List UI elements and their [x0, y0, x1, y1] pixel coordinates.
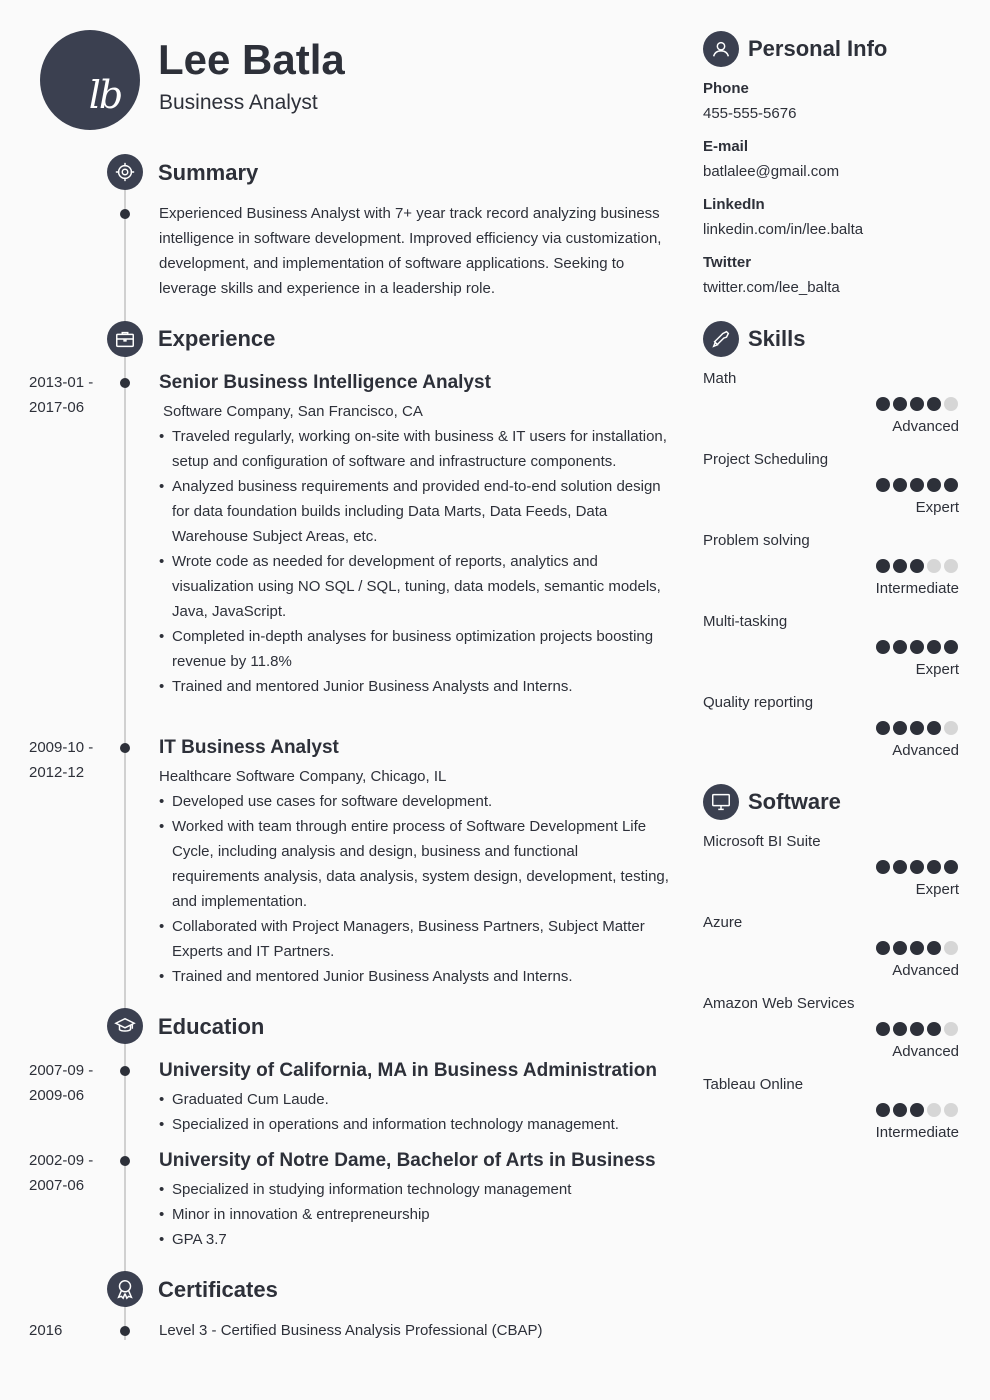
- job-bullet: • Completed in-depth analyses for business optimization projects boosting revenue by 11.8%: [159, 624, 669, 674]
- education-date-start: 2002-09 -: [29, 1152, 94, 1169]
- candidate-name: Lee Batla: [158, 36, 345, 83]
- software-rating: [876, 941, 960, 955]
- education-bullet: • Specialized in studying information technology management: [159, 1177, 669, 1202]
- education-bullets: [159, 1177, 669, 1252]
- rating-dot-empty: [944, 721, 958, 735]
- education-bullet: • Graduated Cum Laude.: [159, 1087, 669, 1112]
- rating-dot-empty: [944, 559, 958, 573]
- software-level: Expert: [915, 881, 959, 898]
- job-bullet: • Trained and mentored Junior Business Analysts and Interns.: [159, 964, 669, 989]
- software-level: Intermediate: [875, 1124, 959, 1141]
- email-value: batlalee@gmail.com: [703, 163, 840, 180]
- briefcase-icon: [107, 321, 143, 357]
- rating-dot-filled: [876, 1022, 890, 1036]
- skill-level: Expert: [915, 661, 959, 678]
- education-date-end: 2007-06: [29, 1177, 85, 1194]
- job-company: Healthcare Software Company, Chicago, IL: [159, 768, 447, 785]
- rating-dot-filled: [876, 559, 890, 573]
- software-rating: [876, 860, 960, 874]
- software-heading: Software: [748, 789, 841, 814]
- rating-dot-filled: [927, 397, 941, 411]
- job-bullet: • Developed use cases for software development.: [159, 789, 669, 814]
- avatar: [40, 30, 140, 130]
- rating-dot-filled: [876, 860, 890, 874]
- job-date-start: 2013-01 -: [29, 374, 94, 391]
- rating-dot-filled: [893, 640, 907, 654]
- rating-dot-empty: [944, 1022, 958, 1036]
- skills-heading: Skills: [748, 326, 806, 351]
- rating-dot-empty: [944, 397, 958, 411]
- linkedin-label: LinkedIn: [703, 196, 765, 213]
- rating-dot-empty: [927, 1103, 941, 1117]
- rating-dot-filled: [910, 1022, 924, 1036]
- skill-rating: [876, 721, 960, 735]
- job-date-end: 2017-06: [29, 399, 85, 416]
- skill-rating: [876, 640, 960, 654]
- rating-dot-filled: [944, 478, 958, 492]
- rating-dot-filled: [893, 721, 907, 735]
- skill-rating: [876, 559, 960, 573]
- skill-name: Problem solving: [703, 532, 810, 549]
- job-bullets: [159, 424, 669, 699]
- timeline-dot: [120, 1066, 130, 1076]
- education-bullet: • Minor in innovation & entrepreneurship: [159, 1202, 669, 1227]
- job-bullet: • Trained and mentored Junior Business Analysts and Interns.: [159, 674, 669, 699]
- rating-dot-filled: [910, 721, 924, 735]
- rating-dot-empty: [944, 1103, 958, 1117]
- software-name: Amazon Web Services: [703, 995, 855, 1012]
- twitter-label: Twitter: [703, 254, 752, 271]
- rating-dot-filled: [876, 640, 890, 654]
- certificate-name: Level 3 - Certified Business Analysis Professional (CBAP): [159, 1322, 543, 1339]
- degree-title: University of California, MA in Business Administration: [159, 1060, 657, 1081]
- skill-rating: [876, 397, 960, 411]
- user-icon: [703, 31, 739, 67]
- education-bullets: [159, 1087, 669, 1137]
- phone-value: 455-555-5676: [703, 105, 797, 122]
- email-label: E-mail: [703, 138, 749, 155]
- education-date-end: 2009-06: [29, 1087, 85, 1104]
- job-bullet: • Collaborated with Project Managers, Business Partners, Subject Matter Experts and IT Partners.: [159, 914, 669, 964]
- education-bullet: • GPA 3.7: [159, 1227, 669, 1252]
- phone-label: Phone: [703, 80, 749, 97]
- education-heading: Education: [158, 1014, 265, 1039]
- twitter-value: twitter.com/lee_balta: [703, 279, 840, 296]
- summary-heading: Summary: [158, 160, 259, 185]
- rating-dot-filled: [893, 559, 907, 573]
- rating-dot-filled: [910, 640, 924, 654]
- rating-dot-filled: [910, 1103, 924, 1117]
- skill-name: Math: [703, 370, 737, 387]
- skill-name: Project Scheduling: [703, 451, 829, 468]
- job-title: Senior Business Intelligence Analyst: [159, 372, 491, 393]
- rating-dot-filled: [927, 941, 941, 955]
- rating-dot-filled: [893, 941, 907, 955]
- job-date-end: 2012-12: [29, 764, 85, 781]
- rating-dot-filled: [876, 941, 890, 955]
- rating-dot-filled: [927, 478, 941, 492]
- education-date-start: 2007-09 -: [29, 1062, 94, 1079]
- job-company: Software Company, San Francisco, CA: [163, 403, 423, 420]
- timeline-dot: [120, 209, 130, 219]
- graduation-cap-icon: [107, 1008, 143, 1044]
- degree-title: University of Notre Dame, Bachelor of Arts in Business: [159, 1150, 656, 1171]
- skill-level: Advanced: [892, 418, 959, 435]
- skill-name: Quality reporting: [703, 694, 814, 711]
- education-date: [29, 1148, 109, 1198]
- certificates-heading: Certificates: [158, 1277, 278, 1302]
- tools-icon: [703, 321, 739, 357]
- rating-dot-filled: [910, 397, 924, 411]
- rating-dot-filled: [927, 1022, 941, 1036]
- rating-dot-filled: [910, 941, 924, 955]
- rating-dot-filled: [893, 860, 907, 874]
- job-bullet: • Traveled regularly, working on-site with business & IT users for installation, setup and configuration of software and infrastructure components.: [159, 424, 669, 474]
- experience-heading: Experience: [158, 326, 276, 351]
- rating-dot-filled: [927, 640, 941, 654]
- rating-dot-filled: [893, 1022, 907, 1036]
- avatar-initials: lb: [88, 73, 122, 117]
- target-icon: [107, 154, 143, 190]
- rating-dot-filled: [910, 860, 924, 874]
- rating-dot-filled: [876, 1103, 890, 1117]
- rating-dot-filled: [910, 559, 924, 573]
- monitor-icon: [703, 784, 739, 820]
- skill-level: Intermediate: [875, 580, 959, 597]
- timeline-dot: [120, 1156, 130, 1166]
- linkedin-value: linkedin.com/in/lee.balta: [703, 221, 864, 238]
- candidate-title: Business Analyst: [159, 91, 318, 114]
- software-level: Advanced: [892, 1043, 959, 1060]
- job-title: IT Business Analyst: [159, 737, 339, 758]
- software-name: Tableau Online: [703, 1076, 804, 1093]
- rating-dot-filled: [927, 860, 941, 874]
- rating-dot-filled: [876, 397, 890, 411]
- timeline-dot: [120, 743, 130, 753]
- timeline-dot: [120, 1326, 130, 1336]
- job-date-start: 2009-10 -: [29, 739, 94, 756]
- job-date: [29, 735, 109, 785]
- job-date: [29, 370, 109, 420]
- rating-dot-filled: [876, 721, 890, 735]
- software-rating: [876, 1103, 960, 1117]
- education-bullet: • Specialized in operations and information technology management.: [159, 1112, 669, 1137]
- rating-dot-filled: [944, 640, 958, 654]
- skill-level: Expert: [915, 499, 959, 516]
- rating-dot-empty: [927, 559, 941, 573]
- software-name: Microsoft BI Suite: [703, 833, 821, 850]
- rating-dot-filled: [927, 721, 941, 735]
- personal-info-heading: Personal Info: [748, 36, 888, 61]
- skill-rating: [876, 478, 960, 492]
- summary-text: Experienced Business Analyst with 7+ year track record analyzing business intelligence in software development. Improved efficiency via customization, development, and implementation of software applications. Seeking to leverage skills and experience in a leadership role.: [159, 205, 662, 297]
- rating-dot-filled: [893, 1103, 907, 1117]
- job-bullet: • Worked with team through entire process of Software Development Life Cycle, including analysis and design, business and functional requirements analysis, data analysis, system design, development, testing, and implementation.: [159, 814, 669, 914]
- software-level: Advanced: [892, 962, 959, 979]
- certificate-date: 2016: [29, 1322, 63, 1339]
- rating-dot-empty: [944, 941, 958, 955]
- education-date: [29, 1058, 109, 1108]
- award-icon: [107, 1271, 143, 1307]
- rating-dot-filled: [910, 478, 924, 492]
- rating-dot-filled: [893, 478, 907, 492]
- job-bullet: • Wrote code as needed for development of reports, analytics and visualization using NO SQL / SQL, tuning, data models, semantic models, Java, JavaScript.: [159, 549, 669, 624]
- skill-name: Multi-tasking: [703, 613, 788, 630]
- job-bullet: • Analyzed business requirements and provided end-to-end solution design for data foundation builds including Data Marts, Data Feeds, Data Warehouse Subject Areas, etc.: [159, 474, 669, 549]
- rating-dot-filled: [893, 397, 907, 411]
- software-rating: [876, 1022, 960, 1036]
- rating-dot-filled: [944, 860, 958, 874]
- skill-level: Advanced: [892, 742, 959, 759]
- software-name: Azure: [703, 914, 743, 931]
- rating-dot-filled: [876, 478, 890, 492]
- job-bullets: [159, 789, 669, 989]
- timeline-dot: [120, 378, 130, 388]
